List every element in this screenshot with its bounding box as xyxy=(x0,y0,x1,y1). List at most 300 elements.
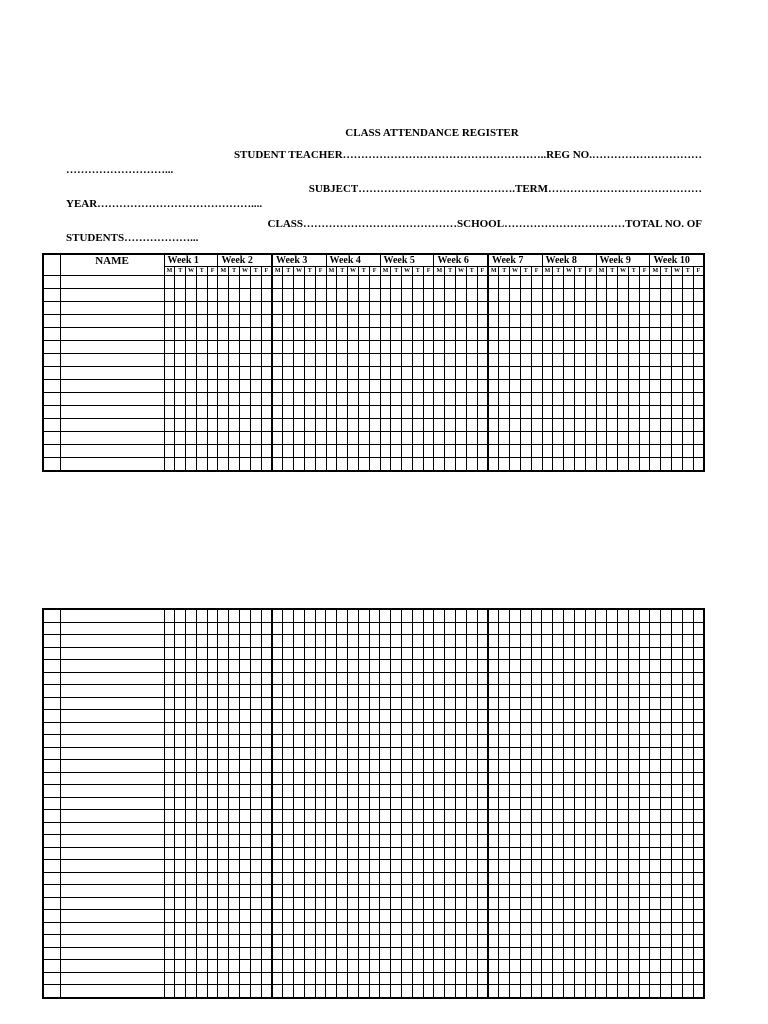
attendance-cell[interactable] xyxy=(434,822,445,835)
attendance-cell[interactable] xyxy=(423,872,434,885)
attendance-cell[interactable] xyxy=(542,822,553,835)
attendance-cell[interactable] xyxy=(358,772,369,785)
attendance-cell[interactable] xyxy=(585,822,596,835)
attendance-cell[interactable] xyxy=(488,622,499,635)
attendance-cell[interactable] xyxy=(207,685,218,698)
attendance-cell[interactable] xyxy=(488,960,499,973)
attendance-cell[interactable] xyxy=(186,910,197,923)
attendance-cell[interactable] xyxy=(434,672,445,685)
attendance-cell[interactable] xyxy=(412,328,423,341)
attendance-cell[interactable] xyxy=(304,276,315,289)
attendance-cell[interactable] xyxy=(542,797,553,810)
attendance-cell[interactable] xyxy=(661,772,672,785)
attendance-cell[interactable] xyxy=(229,302,240,315)
attendance-cell[interactable] xyxy=(434,947,445,960)
attendance-cell[interactable] xyxy=(294,935,305,948)
attendance-cell[interactable] xyxy=(337,660,348,673)
attendance-cell[interactable] xyxy=(412,432,423,445)
attendance-cell[interactable] xyxy=(672,289,683,302)
attendance-cell[interactable] xyxy=(693,860,704,873)
attendance-cell[interactable] xyxy=(564,328,575,341)
attendance-cell[interactable] xyxy=(391,315,402,328)
attendance-cell[interactable] xyxy=(283,972,294,985)
attendance-cell[interactable] xyxy=(240,922,251,935)
attendance-cell[interactable] xyxy=(510,972,521,985)
attendance-cell[interactable] xyxy=(499,985,510,998)
attendance-cell[interactable] xyxy=(294,760,305,773)
attendance-cell[interactable] xyxy=(456,341,467,354)
attendance-cell[interactable] xyxy=(563,935,574,948)
attendance-cell[interactable] xyxy=(391,785,402,798)
attendance-cell[interactable] xyxy=(229,885,240,898)
attendance-cell[interactable] xyxy=(186,635,197,648)
attendance-cell[interactable] xyxy=(380,445,391,458)
attendance-cell[interactable] xyxy=(650,289,661,302)
attendance-cell[interactable] xyxy=(574,432,585,445)
attendance-cell[interactable] xyxy=(574,276,585,289)
attendance-cell[interactable] xyxy=(186,785,197,798)
attendance-cell[interactable] xyxy=(218,315,229,328)
attendance-cell[interactable] xyxy=(466,710,477,723)
attendance-cell[interactable] xyxy=(402,722,413,735)
attendance-cell[interactable] xyxy=(617,609,628,622)
attendance-cell[interactable] xyxy=(510,872,521,885)
attendance-cell[interactable] xyxy=(380,685,391,698)
attendance-cell[interactable] xyxy=(574,722,585,735)
attendance-cell[interactable] xyxy=(250,760,261,773)
attendance-cell[interactable] xyxy=(628,609,639,622)
attendance-cell[interactable] xyxy=(531,760,542,773)
attendance-cell[interactable] xyxy=(261,747,272,760)
attendance-cell[interactable] xyxy=(337,810,348,823)
attendance-cell[interactable] xyxy=(456,672,467,685)
attendance-cell[interactable] xyxy=(402,406,413,419)
attendance-cell[interactable] xyxy=(563,835,574,848)
attendance-cell[interactable] xyxy=(553,722,564,735)
attendance-cell[interactable] xyxy=(628,735,639,748)
attendance-cell[interactable] xyxy=(671,685,682,698)
attendance-cell[interactable] xyxy=(304,872,315,885)
attendance-cell[interactable] xyxy=(337,367,348,380)
attendance-cell[interactable] xyxy=(477,354,488,367)
attendance-cell[interactable] xyxy=(564,419,575,432)
attendance-cell[interactable] xyxy=(596,847,607,860)
attendance-cell[interactable] xyxy=(563,822,574,835)
attendance-cell[interactable] xyxy=(510,747,521,760)
attendance-cell[interactable] xyxy=(196,972,207,985)
attendance-cell[interactable] xyxy=(369,315,380,328)
attendance-cell[interactable] xyxy=(661,697,672,710)
attendance-cell[interactable] xyxy=(499,960,510,973)
attendance-cell[interactable] xyxy=(456,897,467,910)
attendance-cell[interactable] xyxy=(229,380,240,393)
attendance-cell[interactable] xyxy=(337,710,348,723)
attendance-cell[interactable] xyxy=(326,735,337,748)
attendance-cell[interactable] xyxy=(434,276,445,289)
row-number-cell[interactable] xyxy=(43,735,60,748)
attendance-cell[interactable] xyxy=(520,735,531,748)
attendance-cell[interactable] xyxy=(499,419,510,432)
attendance-cell[interactable] xyxy=(574,747,585,760)
attendance-cell[interactable] xyxy=(477,647,488,660)
attendance-cell[interactable] xyxy=(639,367,650,380)
attendance-cell[interactable] xyxy=(272,315,283,328)
attendance-cell[interactable] xyxy=(488,341,499,354)
attendance-cell[interactable] xyxy=(520,972,531,985)
attendance-cell[interactable] xyxy=(650,847,661,860)
attendance-cell[interactable] xyxy=(445,445,456,458)
attendance-cell[interactable] xyxy=(337,458,348,472)
attendance-cell[interactable] xyxy=(628,985,639,998)
attendance-cell[interactable] xyxy=(304,772,315,785)
attendance-cell[interactable] xyxy=(542,328,553,341)
attendance-cell[interactable] xyxy=(186,685,197,698)
attendance-cell[interactable] xyxy=(175,797,186,810)
attendance-cell[interactable] xyxy=(218,609,229,622)
attendance-cell[interactable] xyxy=(261,635,272,648)
attendance-cell[interactable] xyxy=(563,872,574,885)
attendance-cell[interactable] xyxy=(574,885,585,898)
attendance-cell[interactable] xyxy=(283,302,294,315)
attendance-cell[interactable] xyxy=(358,735,369,748)
attendance-cell[interactable] xyxy=(380,419,391,432)
attendance-cell[interactable] xyxy=(261,276,272,289)
attendance-cell[interactable] xyxy=(240,622,251,635)
attendance-cell[interactable] xyxy=(240,722,251,735)
attendance-cell[interactable] xyxy=(542,747,553,760)
attendance-cell[interactable] xyxy=(445,835,456,848)
attendance-cell[interactable] xyxy=(682,432,693,445)
attendance-cell[interactable] xyxy=(294,835,305,848)
attendance-cell[interactable] xyxy=(326,785,337,798)
attendance-cell[interactable] xyxy=(229,622,240,635)
attendance-cell[interactable] xyxy=(639,772,650,785)
attendance-cell[interactable] xyxy=(272,419,283,432)
attendance-cell[interactable] xyxy=(175,341,186,354)
attendance-cell[interactable] xyxy=(283,609,294,622)
attendance-cell[interactable] xyxy=(337,747,348,760)
attendance-cell[interactable] xyxy=(207,897,218,910)
attendance-cell[interactable] xyxy=(542,458,553,472)
attendance-cell[interactable] xyxy=(639,760,650,773)
attendance-cell[interactable] xyxy=(671,747,682,760)
attendance-cell[interactable] xyxy=(456,922,467,935)
attendance-cell[interactable] xyxy=(164,647,175,660)
attendance-cell[interactable] xyxy=(207,835,218,848)
attendance-cell[interactable] xyxy=(682,897,693,910)
attendance-cell[interactable] xyxy=(304,847,315,860)
attendance-cell[interactable] xyxy=(164,885,175,898)
attendance-cell[interactable] xyxy=(585,772,596,785)
attendance-cell[interactable] xyxy=(402,354,413,367)
attendance-cell[interactable] xyxy=(607,935,618,948)
attendance-cell[interactable] xyxy=(607,315,618,328)
attendance-cell[interactable] xyxy=(661,797,672,810)
attendance-cell[interactable] xyxy=(477,785,488,798)
attendance-cell[interactable] xyxy=(693,910,704,923)
attendance-cell[interactable] xyxy=(250,935,261,948)
attendance-cell[interactable] xyxy=(531,367,542,380)
attendance-cell[interactable] xyxy=(693,872,704,885)
attendance-cell[interactable] xyxy=(434,685,445,698)
attendance-cell[interactable] xyxy=(272,847,283,860)
attendance-cell[interactable] xyxy=(456,785,467,798)
attendance-cell[interactable] xyxy=(531,985,542,998)
attendance-cell[interactable] xyxy=(283,647,294,660)
attendance-cell[interactable] xyxy=(348,380,359,393)
attendance-cell[interactable] xyxy=(682,747,693,760)
attendance-cell[interactable] xyxy=(510,341,521,354)
attendance-cell[interactable] xyxy=(542,697,553,710)
attendance-cell[interactable] xyxy=(542,432,553,445)
attendance-cell[interactable] xyxy=(294,419,305,432)
attendance-cell[interactable] xyxy=(564,458,575,472)
attendance-cell[interactable] xyxy=(456,710,467,723)
attendance-cell[interactable] xyxy=(272,647,283,660)
attendance-cell[interactable] xyxy=(186,406,197,419)
attendance-cell[interactable] xyxy=(250,635,261,648)
attendance-cell[interactable] xyxy=(563,609,574,622)
attendance-cell[interactable] xyxy=(423,393,434,406)
row-number-cell[interactable] xyxy=(43,960,60,973)
attendance-cell[interactable] xyxy=(661,406,672,419)
attendance-cell[interactable] xyxy=(402,772,413,785)
attendance-cell[interactable] xyxy=(672,445,683,458)
attendance-cell[interactable] xyxy=(510,406,521,419)
attendance-cell[interactable] xyxy=(272,302,283,315)
attendance-cell[interactable] xyxy=(315,328,326,341)
attendance-cell[interactable] xyxy=(272,367,283,380)
attendance-cell[interactable] xyxy=(488,697,499,710)
attendance-cell[interactable] xyxy=(693,885,704,898)
attendance-cell[interactable] xyxy=(391,885,402,898)
attendance-cell[interactable] xyxy=(304,885,315,898)
attendance-cell[interactable] xyxy=(272,445,283,458)
attendance-cell[interactable] xyxy=(261,972,272,985)
attendance-cell[interactable] xyxy=(348,432,359,445)
attendance-cell[interactable] xyxy=(499,910,510,923)
attendance-cell[interactable] xyxy=(596,647,607,660)
attendance-cell[interactable] xyxy=(337,947,348,960)
attendance-cell[interactable] xyxy=(412,735,423,748)
attendance-cell[interactable] xyxy=(196,710,207,723)
attendance-cell[interactable] xyxy=(250,393,261,406)
attendance-cell[interactable] xyxy=(186,897,197,910)
attendance-cell[interactable] xyxy=(304,722,315,735)
attendance-cell[interactable] xyxy=(304,972,315,985)
attendance-cell[interactable] xyxy=(520,302,531,315)
attendance-cell[interactable] xyxy=(671,960,682,973)
attendance-cell[interactable] xyxy=(499,672,510,685)
attendance-cell[interactable] xyxy=(618,406,629,419)
attendance-cell[interactable] xyxy=(434,393,445,406)
attendance-cell[interactable] xyxy=(240,445,251,458)
attendance-cell[interactable] xyxy=(488,972,499,985)
attendance-cell[interactable] xyxy=(186,432,197,445)
attendance-cell[interactable] xyxy=(596,367,607,380)
attendance-cell[interactable] xyxy=(369,822,380,835)
attendance-cell[interactable] xyxy=(294,860,305,873)
attendance-cell[interactable] xyxy=(175,860,186,873)
attendance-cell[interactable] xyxy=(391,276,402,289)
attendance-cell[interactable] xyxy=(196,885,207,898)
attendance-cell[interactable] xyxy=(585,419,596,432)
attendance-cell[interactable] xyxy=(348,822,359,835)
attendance-cell[interactable] xyxy=(499,922,510,935)
attendance-cell[interactable] xyxy=(563,785,574,798)
attendance-cell[interactable] xyxy=(563,947,574,960)
row-number-cell[interactable] xyxy=(43,419,60,432)
attendance-cell[interactable] xyxy=(348,885,359,898)
attendance-cell[interactable] xyxy=(218,985,229,998)
attendance-cell[interactable] xyxy=(466,697,477,710)
attendance-cell[interactable] xyxy=(218,406,229,419)
attendance-cell[interactable] xyxy=(596,735,607,748)
attendance-cell[interactable] xyxy=(499,785,510,798)
attendance-cell[interactable] xyxy=(542,922,553,935)
attendance-cell[interactable] xyxy=(380,289,391,302)
attendance-cell[interactable] xyxy=(423,972,434,985)
attendance-cell[interactable] xyxy=(304,922,315,935)
attendance-cell[interactable] xyxy=(380,647,391,660)
attendance-cell[interactable] xyxy=(423,289,434,302)
attendance-cell[interactable] xyxy=(607,747,618,760)
attendance-cell[interactable] xyxy=(402,885,413,898)
attendance-cell[interactable] xyxy=(466,341,477,354)
attendance-cell[interactable] xyxy=(682,380,693,393)
attendance-cell[interactable] xyxy=(380,947,391,960)
attendance-cell[interactable] xyxy=(196,635,207,648)
attendance-cell[interactable] xyxy=(326,393,337,406)
attendance-cell[interactable] xyxy=(477,380,488,393)
student-name-cell[interactable] xyxy=(60,276,164,289)
attendance-cell[interactable] xyxy=(218,354,229,367)
attendance-cell[interactable] xyxy=(563,910,574,923)
attendance-cell[interactable] xyxy=(510,885,521,898)
attendance-cell[interactable] xyxy=(650,393,661,406)
attendance-cell[interactable] xyxy=(337,885,348,898)
attendance-cell[interactable] xyxy=(488,872,499,885)
attendance-cell[interactable] xyxy=(207,380,218,393)
attendance-cell[interactable] xyxy=(650,810,661,823)
attendance-cell[interactable] xyxy=(617,635,628,648)
attendance-cell[interactable] xyxy=(693,822,704,835)
attendance-cell[interactable] xyxy=(456,406,467,419)
attendance-cell[interactable] xyxy=(304,302,315,315)
student-name-cell[interactable] xyxy=(60,810,164,823)
attendance-cell[interactable] xyxy=(693,835,704,848)
attendance-cell[interactable] xyxy=(499,393,510,406)
attendance-cell[interactable] xyxy=(671,697,682,710)
attendance-cell[interactable] xyxy=(672,406,683,419)
attendance-cell[interactable] xyxy=(639,810,650,823)
attendance-cell[interactable] xyxy=(175,672,186,685)
attendance-cell[interactable] xyxy=(607,785,618,798)
attendance-cell[interactable] xyxy=(553,341,564,354)
attendance-cell[interactable] xyxy=(337,672,348,685)
attendance-cell[interactable] xyxy=(628,458,639,472)
attendance-cell[interactable] xyxy=(283,672,294,685)
attendance-cell[interactable] xyxy=(553,985,564,998)
attendance-cell[interactable] xyxy=(661,609,672,622)
attendance-cell[interactable] xyxy=(531,960,542,973)
attendance-cell[interactable] xyxy=(488,710,499,723)
attendance-cell[interactable] xyxy=(466,772,477,785)
attendance-cell[interactable] xyxy=(337,735,348,748)
attendance-cell[interactable] xyxy=(671,722,682,735)
attendance-cell[interactable] xyxy=(628,872,639,885)
attendance-cell[interactable] xyxy=(315,872,326,885)
attendance-cell[interactable] xyxy=(218,458,229,472)
attendance-cell[interactable] xyxy=(250,354,261,367)
attendance-cell[interactable] xyxy=(315,315,326,328)
attendance-cell[interactable] xyxy=(661,835,672,848)
attendance-cell[interactable] xyxy=(250,445,261,458)
attendance-cell[interactable] xyxy=(563,660,574,673)
attendance-cell[interactable] xyxy=(671,797,682,810)
attendance-cell[interactable] xyxy=(671,872,682,885)
attendance-cell[interactable] xyxy=(196,380,207,393)
attendance-cell[interactable] xyxy=(229,419,240,432)
attendance-cell[interactable] xyxy=(628,885,639,898)
attendance-cell[interactable] xyxy=(510,760,521,773)
attendance-cell[interactable] xyxy=(585,341,596,354)
attendance-cell[interactable] xyxy=(661,367,672,380)
attendance-cell[interactable] xyxy=(272,822,283,835)
attendance-cell[interactable] xyxy=(304,822,315,835)
attendance-cell[interactable] xyxy=(261,722,272,735)
attendance-cell[interactable] xyxy=(164,960,175,973)
attendance-cell[interactable] xyxy=(445,302,456,315)
attendance-cell[interactable] xyxy=(423,785,434,798)
attendance-cell[interactable] xyxy=(628,810,639,823)
attendance-cell[interactable] xyxy=(596,609,607,622)
attendance-cell[interactable] xyxy=(315,810,326,823)
attendance-cell[interactable] xyxy=(682,985,693,998)
attendance-cell[interactable] xyxy=(380,860,391,873)
attendance-cell[interactable] xyxy=(682,289,693,302)
attendance-cell[interactable] xyxy=(650,341,661,354)
attendance-cell[interactable] xyxy=(412,960,423,973)
attendance-cell[interactable] xyxy=(639,622,650,635)
attendance-cell[interactable] xyxy=(358,328,369,341)
attendance-cell[interactable] xyxy=(628,910,639,923)
attendance-cell[interactable] xyxy=(250,910,261,923)
attendance-cell[interactable] xyxy=(477,660,488,673)
attendance-cell[interactable] xyxy=(650,710,661,723)
attendance-cell[interactable] xyxy=(218,922,229,935)
attendance-cell[interactable] xyxy=(412,660,423,673)
attendance-cell[interactable] xyxy=(423,341,434,354)
attendance-cell[interactable] xyxy=(477,635,488,648)
attendance-cell[interactable] xyxy=(402,380,413,393)
student-name-cell[interactable] xyxy=(60,647,164,660)
attendance-cell[interactable] xyxy=(574,872,585,885)
attendance-cell[interactable] xyxy=(596,947,607,960)
attendance-cell[interactable] xyxy=(639,341,650,354)
attendance-cell[interactable] xyxy=(574,609,585,622)
attendance-cell[interactable] xyxy=(542,722,553,735)
attendance-cell[interactable] xyxy=(380,760,391,773)
attendance-cell[interactable] xyxy=(650,722,661,735)
attendance-cell[interactable] xyxy=(531,315,542,328)
attendance-cell[interactable] xyxy=(639,747,650,760)
attendance-cell[interactable] xyxy=(380,609,391,622)
attendance-cell[interactable] xyxy=(671,835,682,848)
attendance-cell[interactable] xyxy=(585,276,596,289)
attendance-cell[interactable] xyxy=(682,685,693,698)
attendance-cell[interactable] xyxy=(326,647,337,660)
